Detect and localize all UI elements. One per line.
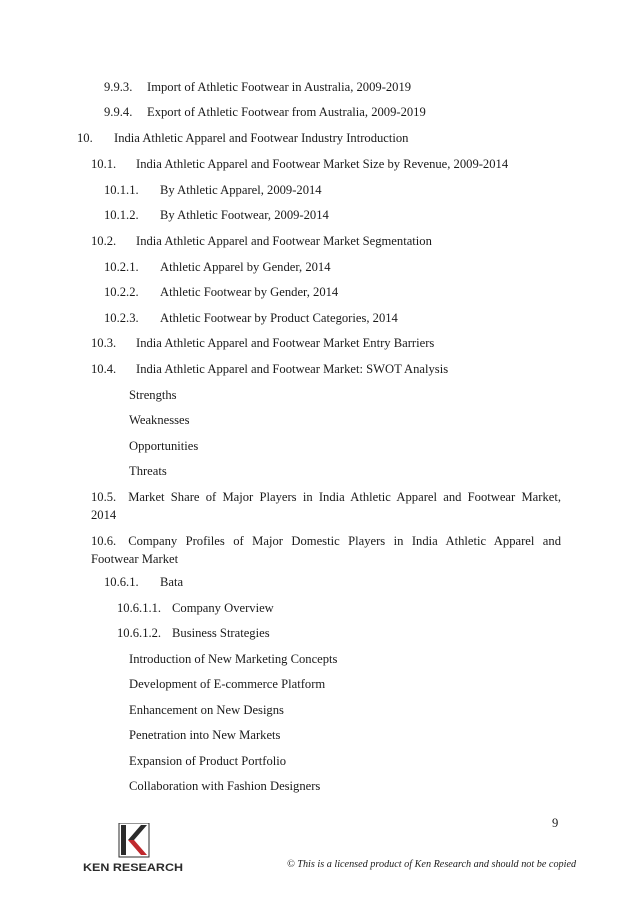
swot-item: Threats <box>129 464 167 478</box>
toc-text: By Athletic Footwear, 2009-2014 <box>160 208 329 222</box>
ken-research-logo <box>83 823 193 875</box>
toc-number: 10.2.3. <box>104 311 139 325</box>
toc-number: 10. <box>77 131 93 145</box>
toc-text-continued: 2014 <box>91 508 117 522</box>
toc-entry-10-2-3 <box>104 310 398 326</box>
toc-text: India Athletic Apparel and Footwear Market Segmentation <box>136 234 432 248</box>
swot-item: Weaknesses <box>129 413 190 427</box>
toc-text: Business Strategies <box>172 626 270 640</box>
toc-entry-10-1-1 <box>104 182 322 198</box>
toc-text: Company Overview <box>172 601 274 615</box>
toc-entry-10-2-1 <box>104 259 331 275</box>
toc-text: Athletic Footwear by Gender, 2014 <box>160 285 339 299</box>
toc-number: 10.1. <box>91 157 117 171</box>
toc-entry-10-1-2 <box>104 207 329 223</box>
toc-text: India Athletic Apparel and Footwear Market Entry Barriers <box>136 336 435 350</box>
strategy-item: Expansion of Product Portfolio <box>129 754 287 768</box>
toc-text: Company Profiles of Major Domestic Players in India Athletic Apparel and <box>128 534 561 548</box>
toc-number: 10.6.1.2. <box>117 626 162 640</box>
toc-number: 10.6. <box>91 534 117 548</box>
toc-entry-10-2 <box>91 233 432 249</box>
strategy-item: Penetration into New Markets <box>129 728 281 742</box>
toc-number: 10.5. <box>91 490 117 504</box>
toc-entry-10-6-1-1 <box>117 600 274 616</box>
toc-text: Market Share of Major Players in India Athletic Apparel and Footwear Market, <box>128 490 561 504</box>
toc-entry-9-9-3 <box>104 79 411 95</box>
toc-number: 10.2.1. <box>104 260 139 274</box>
swot-item: Opportunities <box>129 439 199 453</box>
toc-entry-10-3 <box>91 335 434 351</box>
toc-entry-10-5 <box>91 488 561 524</box>
strategy-item: Enhancement on New Designs <box>129 703 284 717</box>
toc-number: 10.2. <box>91 234 117 248</box>
toc-number: 10.6.1. <box>104 575 139 589</box>
page-number: 9 <box>552 816 559 830</box>
toc-number: 10.2.2. <box>104 285 139 299</box>
toc-entry-10-6 <box>91 532 561 568</box>
toc-entry-10 <box>77 130 408 146</box>
toc-number: 9.9.3. <box>104 80 133 94</box>
toc-text: Athletic Footwear by Product Categories, 2014 <box>160 311 398 325</box>
toc-text-continued: Footwear Market <box>91 552 179 566</box>
toc-entry-10-4 <box>91 361 448 377</box>
toc-entry-10-6-1 <box>104 574 183 590</box>
toc-entry-10-1 <box>91 156 508 172</box>
toc-entry-9-9-4 <box>104 104 426 120</box>
toc-text: Athletic Apparel by Gender, 2014 <box>160 260 331 274</box>
toc-number: 10.6.1.1. <box>117 601 162 615</box>
logo-text: KEN RESEARCH <box>83 862 184 874</box>
toc-text: Import of Athletic Footwear in Australia, 2009-2019 <box>147 80 412 94</box>
strategy-item: Introduction of New Marketing Concepts <box>129 652 338 666</box>
toc-number: 10.1.1. <box>104 183 139 197</box>
toc-entry-10-6-1-2 <box>117 625 270 641</box>
toc-text: Export of Athletic Footwear from Australia, 2009-2019 <box>147 105 426 119</box>
toc-text: By Athletic Apparel, 2009-2014 <box>160 183 322 197</box>
toc-number: 10.1.2. <box>104 208 139 222</box>
strategy-item: Collaboration with Fashion Designers <box>129 779 321 793</box>
ken-k-mark-icon <box>119 823 149 857</box>
swot-item: Strengths <box>129 388 177 402</box>
strategy-item: Development of E-commerce Platform <box>129 677 326 691</box>
toc-number: 10.4. <box>91 362 117 376</box>
toc-text: India Athletic Apparel and Footwear Market: SWOT Analysis <box>136 362 449 376</box>
toc-text: Bata <box>160 575 184 589</box>
toc-text: India Athletic Apparel and Footwear Industry Introduction <box>114 131 409 145</box>
copyright-footer: © This is a licensed product of Ken Research and should not be copied <box>287 859 577 870</box>
toc-number: 10.3. <box>91 336 117 350</box>
toc-text: India Athletic Apparel and Footwear Market Size by Revenue, 2009-2014 <box>136 157 509 171</box>
toc-number: 9.9.4. <box>104 105 133 119</box>
toc-entry-10-2-2 <box>104 284 338 300</box>
